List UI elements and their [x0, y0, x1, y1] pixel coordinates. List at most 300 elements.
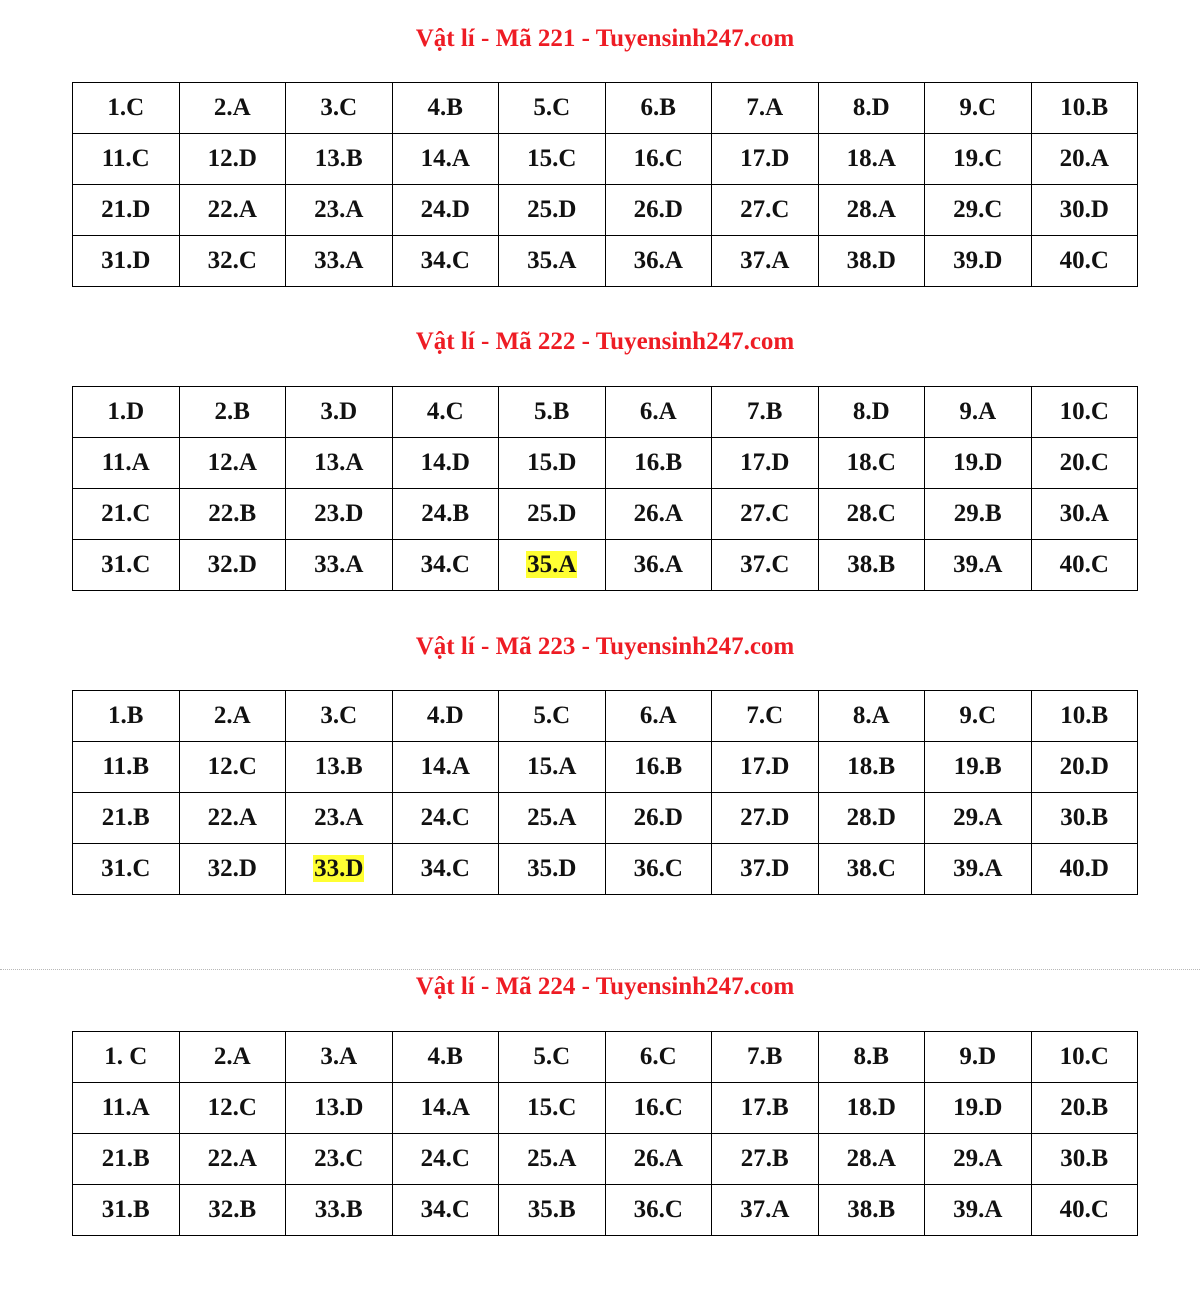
answer-text: 1.D: [107, 398, 145, 425]
answer-cell: [1031, 236, 1138, 287]
answer-text: 27.C: [740, 500, 790, 527]
answer-text: 27.D: [740, 804, 790, 831]
answer-text: 23.A: [314, 804, 364, 831]
answer-text: 3.C: [320, 702, 358, 729]
answer-text: 12.C: [207, 753, 257, 780]
answer-text: 2.A: [213, 702, 251, 729]
answer-text: 33.B: [314, 1196, 363, 1223]
answer-cell: [818, 83, 925, 134]
answer-text: 7.B: [747, 398, 783, 425]
answer-text: 6.C: [639, 1043, 677, 1070]
answer-text: 5.C: [533, 702, 571, 729]
answer-cell: [925, 387, 1032, 438]
answer-cell: [499, 742, 606, 793]
answer-text: 10.C: [1059, 1043, 1109, 1070]
answer-text: 4.B: [427, 1043, 463, 1070]
table-row: [73, 387, 1138, 438]
answer-text: 14.A: [420, 1094, 470, 1121]
table-row: [73, 134, 1138, 185]
answer-cell: [73, 1083, 180, 1134]
answer-cell: [179, 1032, 286, 1083]
answer-cell: [392, 83, 499, 134]
answer-text: 22.A: [207, 1145, 257, 1172]
answer-text: 10.B: [1060, 94, 1109, 121]
answer-cell: [73, 1032, 180, 1083]
table-row: [73, 1032, 1138, 1083]
answer-text: 11.B: [102, 753, 150, 780]
answer-cell: [712, 691, 819, 742]
answer-table-222: [72, 386, 1138, 591]
answer-text: 26.A: [633, 500, 683, 527]
answer-cell: [712, 489, 819, 540]
answer-cell: [712, 540, 819, 591]
answer-text: 21.B: [101, 804, 150, 831]
answer-text: 39.A: [953, 1196, 1003, 1223]
answer-cell: [925, 185, 1032, 236]
answer-cell: [712, 1083, 819, 1134]
answer-cell: [605, 489, 712, 540]
answer-cell: [818, 742, 925, 793]
answer-text: 28.D: [846, 804, 896, 831]
answer-text: 36.C: [633, 1196, 683, 1223]
answer-cell: [925, 438, 1032, 489]
answer-text: 1.B: [108, 702, 144, 729]
table-row: [73, 83, 1138, 134]
answer-text: 12.D: [207, 145, 257, 172]
answer-cell: [1031, 742, 1138, 793]
answer-text: 26.D: [633, 196, 683, 223]
answer-text: 13.B: [314, 145, 363, 172]
answer-text: 28.A: [846, 196, 896, 223]
section-title-223: Vật lí - Mã 223 - Tuyensinh247.com: [415, 633, 795, 660]
answer-cell: [712, 236, 819, 287]
answer-text: 24.B: [421, 500, 470, 527]
answer-text: 6.A: [639, 702, 677, 729]
answer-cell: [73, 793, 180, 844]
answer-cell: [925, 793, 1032, 844]
answer-cell: [392, 691, 499, 742]
answer-cell: [1031, 540, 1138, 591]
answer-text: 34.C: [420, 247, 470, 274]
answer-cell: [1031, 134, 1138, 185]
answer-text: 15.A: [527, 753, 577, 780]
answer-cell: [286, 489, 393, 540]
answer-text: 21.D: [101, 196, 151, 223]
answer-text: 16.B: [634, 449, 683, 476]
table-row: [73, 236, 1138, 287]
answer-cell: [605, 134, 712, 185]
answer-text: 12.A: [207, 449, 257, 476]
answer-text: 9.D: [959, 1043, 997, 1070]
answer-cell: [712, 844, 819, 895]
answer-text: 26.D: [633, 804, 683, 831]
answer-cell: [286, 1083, 393, 1134]
answer-text: 20.B: [1060, 1094, 1109, 1121]
answer-text: 5.C: [533, 1043, 571, 1070]
table-row: [73, 438, 1138, 489]
answer-cell: [499, 438, 606, 489]
answer-text: 16.C: [633, 1094, 683, 1121]
answer-text: 28.C: [846, 500, 896, 527]
answer-cell: [712, 742, 819, 793]
answer-cell: [499, 236, 606, 287]
answer-cell: [1031, 1185, 1138, 1236]
answer-text: 29.B: [953, 500, 1002, 527]
answer-cell: [605, 1185, 712, 1236]
answer-cell: [925, 540, 1032, 591]
answer-cell: [392, 742, 499, 793]
answer-cell: [286, 438, 393, 489]
answer-text: 5.B: [534, 398, 570, 425]
section-title-224: Vật lí - Mã 224 - Tuyensinh247.com: [415, 973, 795, 1000]
answer-text: 14.A: [420, 753, 470, 780]
answer-text: 32.B: [208, 1196, 257, 1223]
answer-text: 31.C: [101, 551, 151, 578]
answer-cell: [605, 844, 712, 895]
answer-cell: [1031, 793, 1138, 844]
answer-text: 10.C: [1059, 398, 1109, 425]
answer-text: 40.C: [1059, 247, 1109, 274]
answer-text: 22.A: [207, 804, 257, 831]
table-row: [73, 1134, 1138, 1185]
answer-text: 22.B: [208, 500, 257, 527]
answer-text: 18.C: [846, 449, 896, 476]
highlighted-answer-text: 35.A: [527, 551, 577, 578]
table-row: [73, 742, 1138, 793]
answer-text: 4.C: [426, 398, 464, 425]
answer-text: 19.C: [953, 145, 1003, 172]
answer-cell: [818, 387, 925, 438]
answer-cell: [179, 236, 286, 287]
table-row: [73, 1083, 1138, 1134]
answer-text: 21.C: [101, 500, 151, 527]
answer-cell: [499, 793, 606, 844]
answer-text: 26.A: [633, 1145, 683, 1172]
answer-text: 38.B: [847, 1196, 896, 1223]
answer-cell: [605, 1134, 712, 1185]
answer-cell: [179, 489, 286, 540]
answer-cell: [818, 1032, 925, 1083]
answer-text: 34.C: [420, 551, 470, 578]
answer-text: 21.B: [101, 1145, 150, 1172]
answer-cell: [286, 236, 393, 287]
answer-text: 3.A: [320, 1043, 358, 1070]
answer-cell: [73, 691, 180, 742]
answer-text: 6.B: [640, 94, 676, 121]
answer-cell: [499, 540, 606, 591]
answer-cell: [925, 134, 1032, 185]
answer-cell: [286, 540, 393, 591]
answer-text: 18.D: [846, 1094, 896, 1121]
answer-cell: [925, 1134, 1032, 1185]
answer-text: 14.D: [420, 449, 470, 476]
answer-text: 17.D: [740, 753, 790, 780]
answer-text: 2.A: [213, 1043, 251, 1070]
answer-text: 39.A: [953, 551, 1003, 578]
table-row: [73, 489, 1138, 540]
answer-cell: [179, 793, 286, 844]
answer-text: 37.D: [740, 855, 790, 882]
answer-cell: [712, 1134, 819, 1185]
answer-cell: [818, 236, 925, 287]
answer-text: 14.A: [420, 145, 470, 172]
answer-cell: [286, 1134, 393, 1185]
answer-cell: [392, 489, 499, 540]
answer-text: 9.C: [959, 702, 997, 729]
answer-cell: [605, 387, 712, 438]
answer-text: 9.C: [959, 94, 997, 121]
answer-text: 18.B: [847, 753, 896, 780]
answer-cell: [712, 1185, 819, 1236]
answer-cell: [818, 691, 925, 742]
answer-text: 4.B: [427, 94, 463, 121]
answer-text: 27.C: [740, 196, 790, 223]
answer-cell: [1031, 387, 1138, 438]
answer-cell: [179, 134, 286, 185]
answer-text: 7.A: [746, 94, 784, 121]
answer-cell: [179, 742, 286, 793]
answer-text: 15.C: [527, 145, 577, 172]
answer-cell: [179, 83, 286, 134]
highlighted-answer-text: 33.D: [314, 855, 364, 882]
table-row: [73, 793, 1138, 844]
answer-cell: [818, 1134, 925, 1185]
answer-text: 24.D: [420, 196, 470, 223]
answer-cell: [712, 83, 819, 134]
answer-cell: [499, 387, 606, 438]
answer-cell: [925, 83, 1032, 134]
page-divider: [0, 969, 1200, 970]
answer-cell: [73, 742, 180, 793]
answer-text: 5.C: [533, 94, 571, 121]
answer-cell: [1031, 83, 1138, 134]
answer-cell: [605, 742, 712, 793]
answer-text: 32.C: [207, 247, 257, 274]
answer-text: 16.C: [633, 145, 683, 172]
answer-cell: [73, 185, 180, 236]
answer-cell: [286, 691, 393, 742]
answer-cell: [818, 1185, 925, 1236]
answer-cell: [179, 540, 286, 591]
answer-cell: [73, 1134, 180, 1185]
answer-cell: [499, 489, 606, 540]
answer-text: 17.B: [740, 1094, 789, 1121]
answer-text: 38.B: [847, 551, 896, 578]
answer-cell: [712, 134, 819, 185]
answer-text: 19.B: [953, 753, 1002, 780]
answer-text: 28.A: [846, 1145, 896, 1172]
answer-cell: [1031, 185, 1138, 236]
answer-text: 29.A: [953, 804, 1003, 831]
answer-cell: [1031, 1032, 1138, 1083]
answer-text: 23.C: [314, 1145, 364, 1172]
table-row: [73, 185, 1138, 236]
answer-text: 8.B: [853, 1043, 889, 1070]
table-row: [73, 844, 1138, 895]
answer-cell: [392, 387, 499, 438]
answer-text: 29.C: [953, 196, 1003, 223]
answer-text: 17.D: [740, 145, 790, 172]
answer-cell: [73, 236, 180, 287]
answer-cell: [499, 1185, 606, 1236]
answer-cell: [818, 540, 925, 591]
answer-text: 18.A: [846, 145, 896, 172]
answer-text: 30.D: [1059, 196, 1109, 223]
answer-cell: [73, 844, 180, 895]
answer-text: 37.A: [740, 1196, 790, 1223]
answer-text: 33.A: [314, 551, 364, 578]
answer-cell: [925, 1185, 1032, 1236]
answer-text: 36.C: [633, 855, 683, 882]
answer-cell: [179, 1083, 286, 1134]
answer-cell: [818, 438, 925, 489]
answer-text: 11.A: [101, 1094, 150, 1121]
answer-cell: [392, 1134, 499, 1185]
answer-cell: [925, 844, 1032, 895]
answer-text: 36.A: [633, 247, 683, 274]
answer-cell: [392, 1185, 499, 1236]
answer-cell: [73, 438, 180, 489]
answer-cell: [605, 185, 712, 236]
answer-cell: [712, 793, 819, 844]
section-title-221: Vật lí - Mã 221 - Tuyensinh247.com: [415, 25, 795, 52]
answer-table-223: [72, 690, 1138, 895]
answer-cell: [286, 185, 393, 236]
answer-cell: [605, 83, 712, 134]
answer-text: 30.A: [1059, 500, 1109, 527]
answer-cell: [605, 236, 712, 287]
answer-cell: [73, 387, 180, 438]
answer-text: 19.D: [953, 449, 1003, 476]
answer-cell: [179, 185, 286, 236]
answer-text: 33.A: [314, 247, 364, 274]
answer-text: 31.C: [101, 855, 151, 882]
answer-cell: [286, 793, 393, 844]
answer-cell: [712, 1032, 819, 1083]
answer-text: 30.B: [1060, 1145, 1109, 1172]
answer-text: 38.D: [846, 247, 896, 274]
answer-cell: [499, 185, 606, 236]
answer-text: 40.C: [1059, 1196, 1109, 1223]
answer-cell: [818, 793, 925, 844]
answer-cell: [499, 83, 606, 134]
answer-cell: [392, 134, 499, 185]
answer-cell: [392, 1032, 499, 1083]
answer-cell: [605, 793, 712, 844]
answer-cell: [605, 691, 712, 742]
answer-text: 19.D: [953, 1094, 1003, 1121]
answer-text: 24.C: [420, 1145, 470, 1172]
answer-text: 12.C: [207, 1094, 257, 1121]
answer-text: 13.D: [314, 1094, 364, 1121]
answer-cell: [392, 844, 499, 895]
answer-text: 34.C: [420, 1196, 470, 1223]
answer-cell: [179, 387, 286, 438]
answer-cell: [179, 1134, 286, 1185]
answer-cell: [73, 134, 180, 185]
section-title-222: Vật lí - Mã 222 - Tuyensinh247.com: [415, 328, 795, 355]
answer-cell: [499, 844, 606, 895]
answer-cell: [286, 844, 393, 895]
answer-text: 30.B: [1060, 804, 1109, 831]
answer-text: 1. C: [104, 1043, 148, 1070]
answer-cell: [1031, 1134, 1138, 1185]
answer-cell: [286, 134, 393, 185]
answer-text: 22.A: [207, 196, 257, 223]
answer-text: 11.A: [101, 449, 150, 476]
answer-text: 40.C: [1059, 551, 1109, 578]
answer-cell: [925, 742, 1032, 793]
answer-cell: [818, 185, 925, 236]
answer-text: 3.D: [320, 398, 358, 425]
answer-cell: [286, 1185, 393, 1236]
answer-cell: [179, 1185, 286, 1236]
answer-cell: [605, 438, 712, 489]
answer-text: 36.A: [633, 551, 683, 578]
answer-table-224: [72, 1031, 1138, 1236]
answer-cell: [286, 83, 393, 134]
answer-cell: [499, 1032, 606, 1083]
answer-text: 2.A: [213, 94, 251, 121]
answer-cell: [712, 185, 819, 236]
answer-cell: [286, 387, 393, 438]
answer-text: 35.B: [527, 1196, 576, 1223]
answer-cell: [286, 1032, 393, 1083]
answer-cell: [818, 844, 925, 895]
answer-cell: [925, 1032, 1032, 1083]
answer-cell: [925, 691, 1032, 742]
answer-cell: [605, 1032, 712, 1083]
answer-cell: [818, 489, 925, 540]
answer-cell: [392, 185, 499, 236]
answer-cell: [499, 134, 606, 185]
answer-text: 1.C: [107, 94, 145, 121]
answer-text: 32.D: [207, 551, 257, 578]
answer-text: 39.D: [953, 247, 1003, 274]
answer-cell: [1031, 489, 1138, 540]
answer-text: 25.D: [527, 196, 577, 223]
answer-text: 15.D: [527, 449, 577, 476]
answer-text: 6.A: [639, 398, 677, 425]
answer-cell: [392, 1083, 499, 1134]
answer-cell: [818, 1083, 925, 1134]
answer-cell: [605, 540, 712, 591]
answer-text: 31.D: [101, 247, 151, 274]
answer-text: 40.D: [1059, 855, 1109, 882]
answer-cell: [392, 793, 499, 844]
answer-cell: [818, 134, 925, 185]
answer-text: 11.C: [101, 145, 150, 172]
answer-text: 39.A: [953, 855, 1003, 882]
answer-text: 35.A: [527, 247, 577, 274]
answer-cell: [925, 1083, 1032, 1134]
answer-cell: [712, 438, 819, 489]
answer-text: 10.B: [1060, 702, 1109, 729]
answer-cell: [73, 489, 180, 540]
answer-text: 8.A: [852, 702, 890, 729]
answer-text: 31.B: [101, 1196, 150, 1223]
answer-text: 25.D: [527, 500, 577, 527]
answer-text: 7.C: [746, 702, 784, 729]
answer-table-221: [72, 82, 1138, 287]
answer-text: 15.C: [527, 1094, 577, 1121]
answer-text: 4.D: [426, 702, 464, 729]
answer-text: 2.B: [214, 398, 250, 425]
answer-text: 13.B: [314, 753, 363, 780]
answer-text: 20.C: [1059, 449, 1109, 476]
answer-text: 32.D: [207, 855, 257, 882]
answer-cell: [286, 742, 393, 793]
